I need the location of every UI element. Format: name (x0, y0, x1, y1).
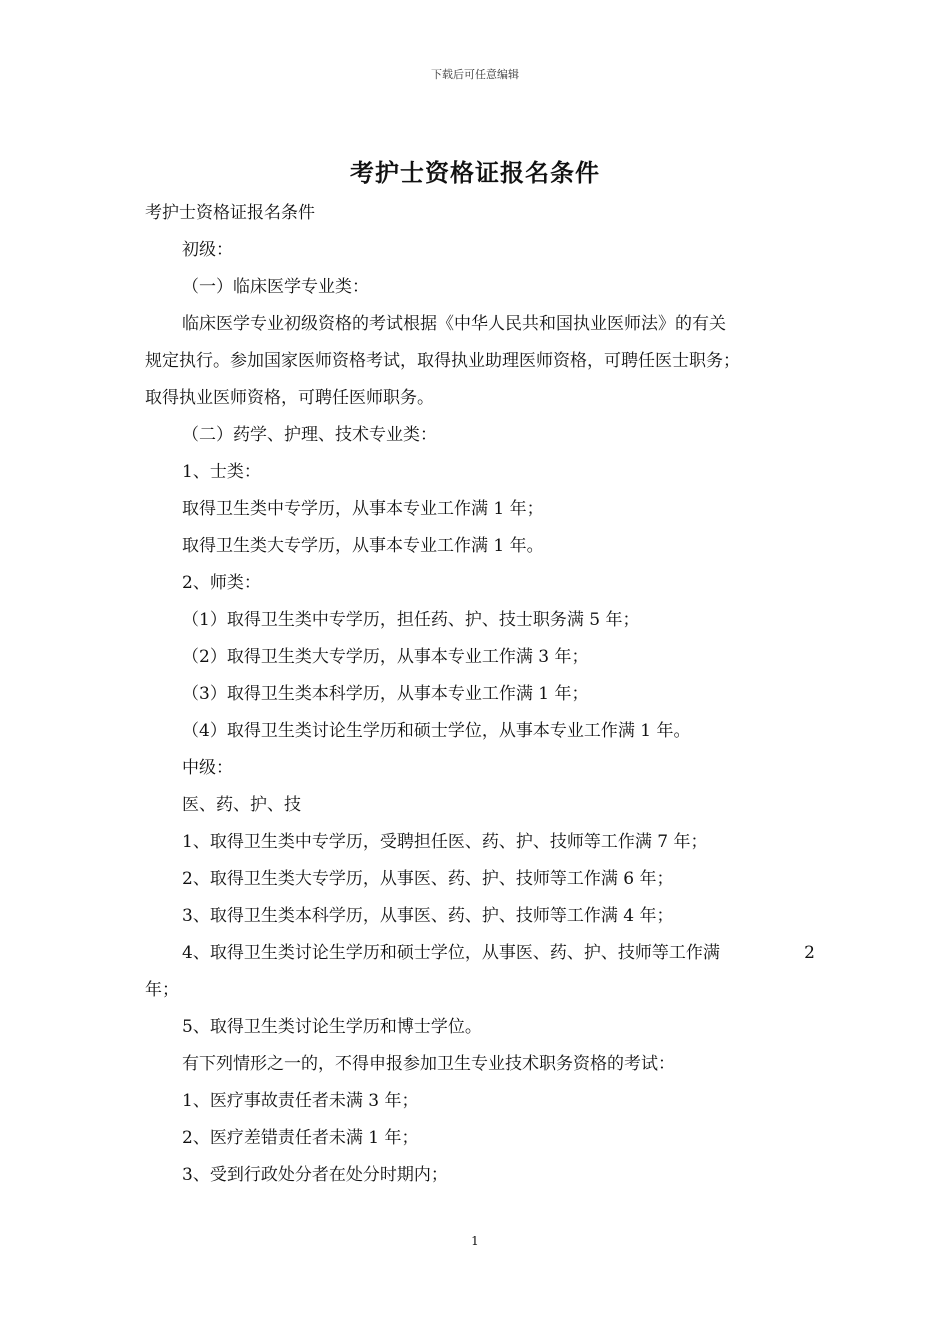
subsection-heading: （一）临床医学专业类： (182, 277, 369, 297)
list-item: 2、取得卫生类大专学历，从事医、药、护、技师等工作满 6 年； (182, 869, 674, 889)
paragraph: 临床医学专业初级资格的考试根据《中华人民共和国执业医师法》的有关 (182, 314, 726, 334)
document-title: 考护士资格证报名条件 (350, 158, 600, 187)
paragraph: 考护士资格证报名条件 (145, 203, 315, 223)
document-body (145, 198, 815, 1197)
list-item: 5、取得卫生类讨论生学历和博士学位。 (182, 1017, 482, 1037)
list-item: 2、医疗差错责任者未满 1 年； (182, 1128, 419, 1148)
list-heading: 1、士类： (182, 462, 261, 482)
list-item: 1、医疗事故责任者未满 3 年； (182, 1091, 419, 1111)
list-item-continuation: 年； (145, 980, 179, 1000)
list-item-text: 4、取得卫生类讨论生学历和硕士学位，从事医、药、护、技师等工作满 (182, 943, 720, 963)
paragraph: 有下列情形之一的，不得申报参加卫生专业技术职务资格的考试： (182, 1054, 675, 1074)
list-item: 3、受到行政处分者在处分时期内； (182, 1165, 448, 1185)
paragraph: 医、药、护、技 (182, 795, 301, 815)
section-heading: 中级： (182, 758, 233, 778)
list-item: （3）取得卫生类本科学历，从事本专业工作满 1 年； (182, 684, 589, 704)
paragraph-continuation: 取得执业医师资格，可聘任医师职务。 (145, 388, 434, 408)
list-heading: 2、师类： (182, 573, 261, 593)
list-item: 取得卫生类中专学历，从事本专业工作满 1 年； (182, 499, 544, 519)
subsection-heading: （二）药学、护理、技术专业类： (182, 425, 437, 445)
page-number: 1 (471, 1234, 479, 1248)
list-item: 1、取得卫生类中专学历，受聘担任医、药、护、技师等工作满 7 年； (182, 832, 708, 852)
list-item: （2）取得卫生类大专学历，从事本专业工作满 3 年； (182, 647, 589, 667)
list-item: （4）取得卫生类讨论生学历和硕士学位，从事本专业工作满 1 年。 (182, 721, 691, 741)
list-item: （1）取得卫生类中专学历，担任药、护、技士职务满 5 年； (182, 610, 640, 630)
header-note: 下载后可任意编辑 (431, 68, 519, 81)
list-item (145, 938, 815, 975)
section-heading: 初级： (182, 240, 233, 260)
list-item: 3、取得卫生类本科学历，从事医、药、护、技师等工作满 4 年； (182, 906, 674, 926)
paragraph-continuation: 规定执行。参加国家医师资格考试，取得执业助理医师资格，可聘任医士职务； (145, 351, 740, 371)
list-item-number: 2 (804, 943, 815, 963)
list-item: 取得卫生类大专学历，从事本专业工作满 1 年。 (182, 536, 544, 556)
